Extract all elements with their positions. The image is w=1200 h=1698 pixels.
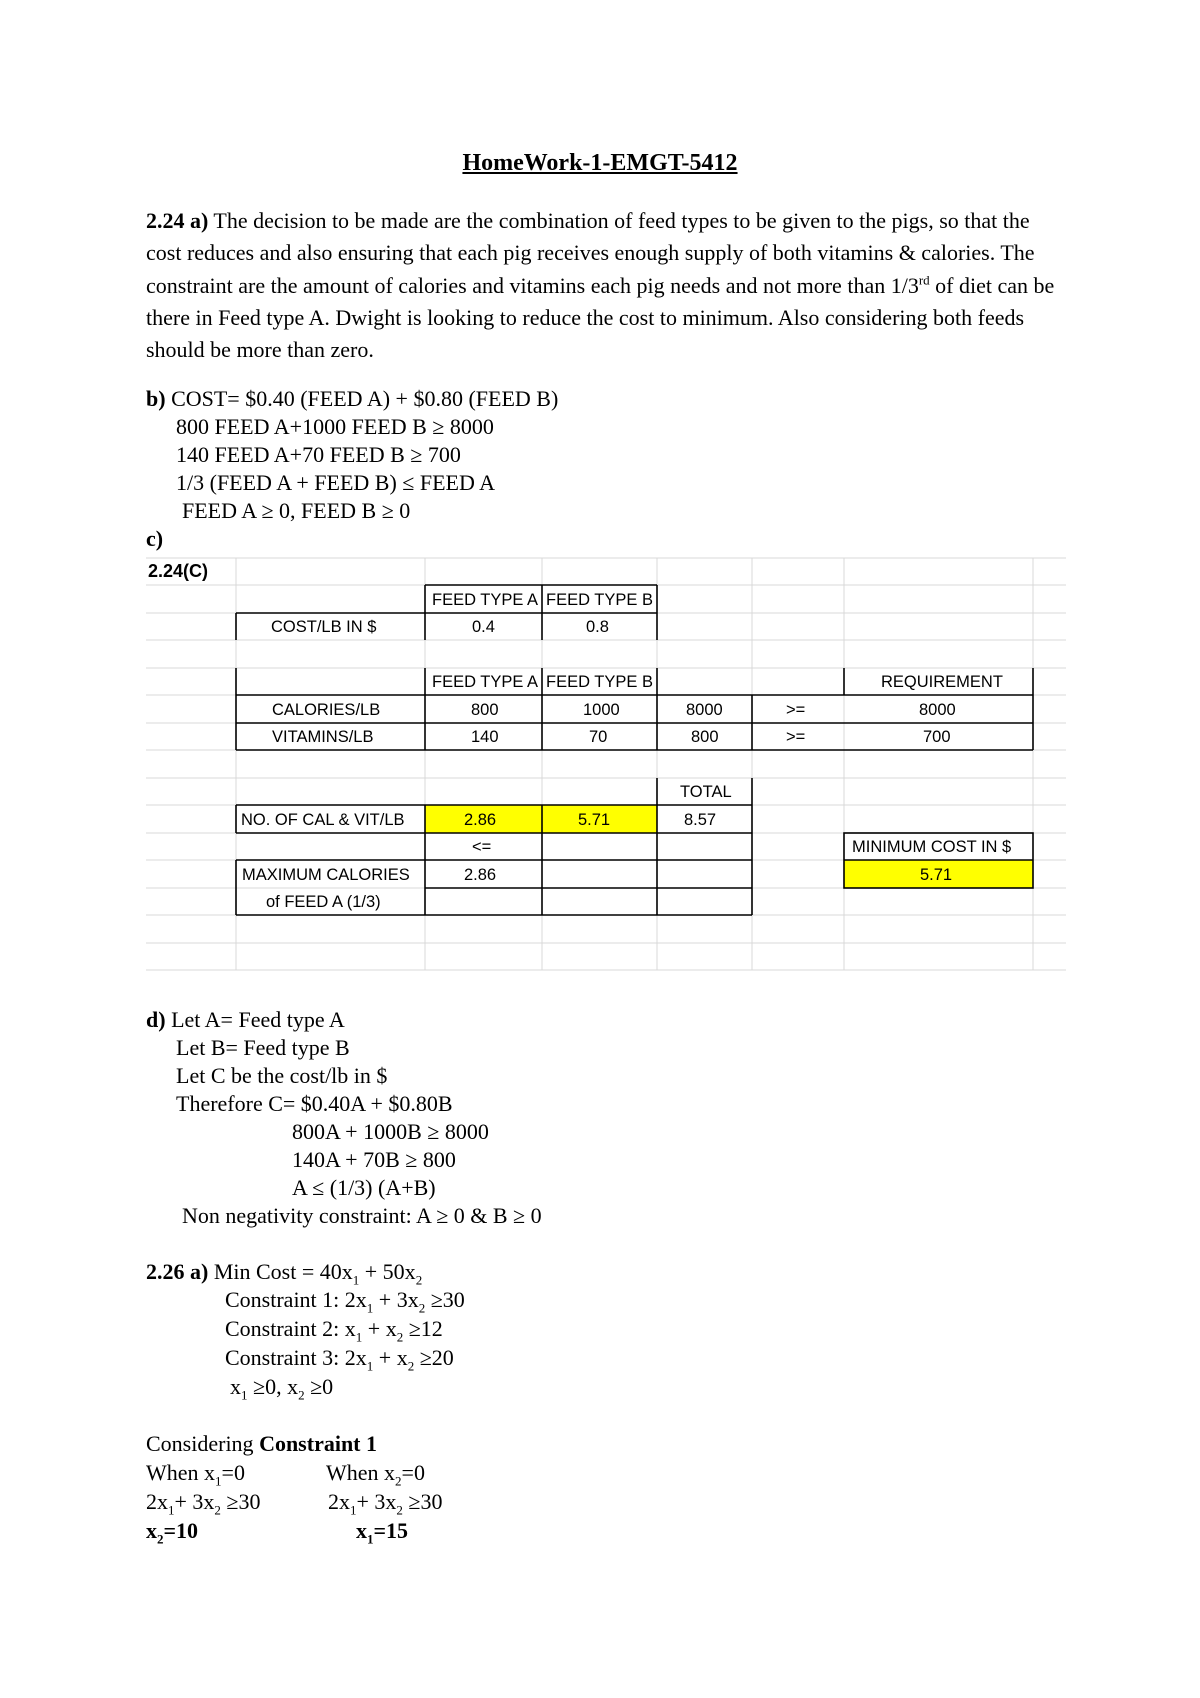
less-equal-operator: <= — [472, 838, 492, 856]
max-calories-value: 2.86 — [464, 866, 497, 884]
q224-a-label: 2.24 a) — [146, 208, 209, 233]
result-x2: $x_2=10$ — [146, 1518, 199, 1547]
req-header-feed-b: FEED TYPE B — [546, 673, 653, 691]
q224-a-paragraph — [146, 205, 1066, 366]
q224-d-label: d) — [146, 1007, 166, 1032]
expr-left: $2x_1+ 3x_2 \ge 30$ — [146, 1489, 261, 1518]
cost-b: 0.8 — [586, 618, 609, 636]
q224-a-sup: rd — [918, 272, 930, 288]
no-cal-vit-total: 8.57 — [684, 811, 717, 829]
q224-d-line-6: 140A + 70B ≥ 800 — [292, 1147, 456, 1172]
cost-label: COST/LB IN $ — [271, 618, 377, 636]
q224-c-label — [146, 527, 163, 551]
when-x1-line: When $x_1=0$ — [146, 1460, 245, 1489]
calories-a: 800 — [471, 701, 499, 719]
no-cal-vit-a: 2.86 — [464, 811, 497, 829]
min-cost-value: 5.71 — [920, 866, 953, 884]
requirement-header: REQUIREMENT — [881, 673, 1003, 691]
q224-b-line-3: 140 FEED A+70 FEED B ≥ 700 — [176, 442, 461, 467]
q224-b-line-4: 1/3 (FEED A + FEED B) ≤ FEED A — [176, 470, 496, 495]
q224-b-line-1 — [146, 387, 558, 411]
q224-d-line-5: 800A + 1000B ≥ 8000 — [292, 1119, 489, 1144]
min-cost-label: MINIMUM COST IN $ — [852, 838, 1012, 856]
calories-operator: >= — [786, 701, 806, 719]
q226-constraint-2: Constraint 2: $x_1 + x_2 \ge 12$ — [225, 1316, 443, 1345]
q224-d-line-1 — [146, 1008, 345, 1032]
q224-b-text-1: COST= $0.40 (FEED A) + $0.80 (FEED B) — [165, 386, 559, 411]
q226-constraint-1: Constraint 1: $2x_1 + 3x_2 \ge 30$ — [225, 1287, 465, 1316]
q224-d-line-8: Non negativity constraint: A ≥ 0 & B ≥ 0 — [182, 1203, 542, 1228]
calories-requirement: 8000 — [919, 701, 956, 719]
result-x1: $x_1=15$ — [356, 1518, 409, 1547]
vitamins-b: 70 — [589, 728, 608, 746]
total-header: TOTAL — [680, 783, 732, 801]
vitamins-a: 140 — [471, 728, 499, 746]
sheet-heading: 2.24(C) — [148, 561, 209, 581]
vitamins-operator: >= — [786, 728, 806, 746]
q224-b-label: b) — [146, 386, 166, 411]
max-calories-label-1: MAXIMUM CALORIES — [242, 866, 410, 884]
no-cal-vit-b: 5.71 — [578, 811, 611, 829]
q226-min-cost: 2.26 a) Min Cost = $40x_1 + 50x_2$ — [146, 1259, 423, 1288]
page-title: HomeWork-1-EMGT-5412 — [462, 150, 738, 176]
when-x2-line: When $x_2=0$ — [326, 1460, 425, 1489]
q224-d-text-1: Let A= Feed type A — [165, 1007, 345, 1032]
cost-a: 0.4 — [472, 618, 495, 636]
vitamins-label: VITAMINS/LB — [272, 728, 374, 746]
q224-a-text2: of diet can be there in Feed type A. Dwight is looking to reduce the cost to minimum. Also considering both feeds should be more than zero. — [146, 272, 1055, 363]
req-header-feed-a: FEED TYPE A — [432, 673, 539, 691]
q224-b-line-5: FEED A ≥ 0, FEED B ≥ 0 — [182, 498, 411, 523]
q224-d-line-4: Therefore C= $0.40A + $0.80B — [176, 1091, 453, 1116]
max-calories-label-2: of FEED A (1/3) — [266, 893, 381, 911]
calories-b: 1000 — [583, 701, 620, 719]
q226-nonnegativity: $x_1 \ge 0$, $x_2 \ge 0$ — [230, 1374, 334, 1403]
calories-label: CALORIES/LB — [272, 701, 381, 719]
calories-total: 8000 — [686, 701, 723, 719]
no-cal-vit-label: NO. OF CAL & VIT/LB — [241, 811, 405, 829]
q224-d-line-3: Let C be the cost/lb in $ — [176, 1063, 388, 1088]
q224-b-line-2: 800 FEED A+1000 FEED B ≥ 8000 — [176, 414, 494, 439]
q224-c-label-text: c) — [146, 526, 164, 551]
q224-a-text: The decision to be made are the combination of feed types to be given to the pigs, so that the cost reduces and also ensuring that each pig receives enough supply of both vitamins & calories. The constraint are the amount of calories and vitamins each pig needs and not more than 1/3 — [146, 208, 1035, 298]
vitamins-total: 800 — [691, 728, 719, 746]
cost-header-feed-b: FEED TYPE B — [546, 591, 653, 609]
q224-d-line-2: Let B= Feed type B — [176, 1035, 350, 1060]
cost-header-feed-a: FEED TYPE A — [432, 591, 539, 609]
q226-constraint-3: Constraint 3: $2x_1 + x_2 \ge 20$ — [225, 1345, 454, 1374]
q224-d-line-7: A ≤ (1/3) (A+B) — [292, 1175, 436, 1200]
q226-a-label: 2.26 a) — [146, 1259, 209, 1284]
expr-right: $2x_1+ 3x_2 \ge 30$ — [328, 1489, 443, 1518]
spreadsheet-image — [146, 555, 1066, 973]
considering-line: Considering Constraint 1 — [146, 1431, 378, 1456]
vitamins-requirement: 700 — [923, 728, 951, 746]
